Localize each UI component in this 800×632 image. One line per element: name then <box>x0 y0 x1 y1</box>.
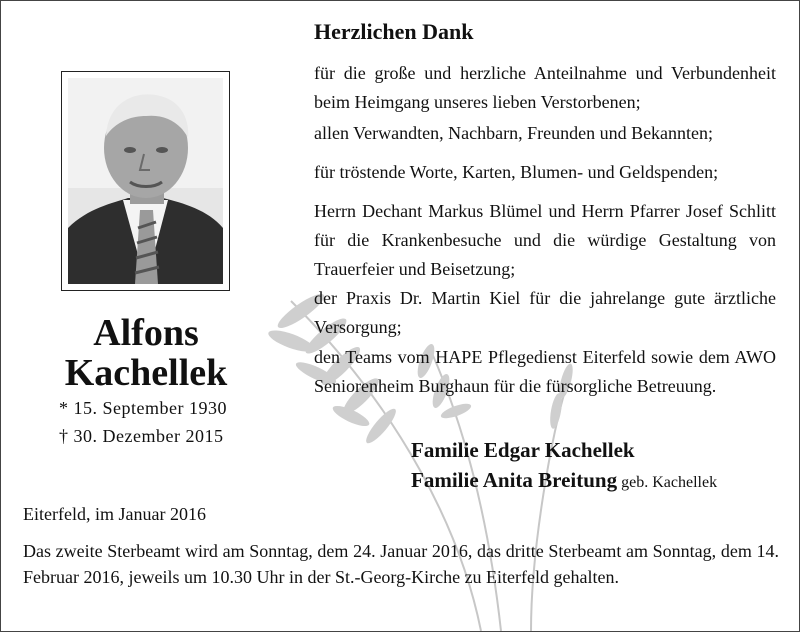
family-birthname-2: geb. Kachellek <box>621 474 718 491</box>
family-signature-1: Familie Edgar Kachellek <box>411 438 635 462</box>
last-name: Kachellek <box>64 352 228 394</box>
death-date: † 30. Dezember 2015 <box>59 426 224 446</box>
service-announcement: Das zweite Sterbeamt wird am Sonntag, dem 24. Januar 2016, das dritte Sterbeamt am Sonntag, dem 14. Februar 2016, jeweils um 10.30 Uhr in der St.-Georg-Kirche zu Eiterfeld gehalten. <box>23 541 779 587</box>
thanks-paragraph-4: Herrn Dechant Markus Blümel und Herrn Pfarrer Josef Schlitt für die Krankenbesuche und die würdige Gestaltung von Trauerfeier und Beisetzung; <box>314 201 776 279</box>
thanks-paragraph-5: der Praxis Dr. Martin Kiel für die jahrelange gute ärztliche Versorgung; <box>314 288 776 337</box>
place-date: Eiterfeld, im Januar 2016 <box>23 504 206 524</box>
birth-date: * 15. September 1930 <box>59 398 227 418</box>
heading: Herzlichen Dank <box>314 19 474 44</box>
first-name: Alfons <box>93 312 199 354</box>
thanks-paragraph-2: allen Verwandten, Nachbarn, Freunden und Bekannten; <box>314 123 714 143</box>
portrait-photo <box>68 78 223 284</box>
thanks-paragraph-3: für tröstende Worte, Karten, Blumen- und Geldspenden; <box>314 162 719 182</box>
family-name-2: Familie Anita Breitung <box>411 468 618 492</box>
portrait-frame <box>61 71 230 291</box>
thanks-paragraph-1: für die große und herzliche Anteilnahme und Verbundenheit beim Heimgang unseres lieben Verstorbenen; <box>314 63 776 112</box>
family-signature-2 <box>411 468 717 493</box>
thanks-paragraph-6: den Teams vom HAPE Pflegedienst Eiterfeld sowie dem AWO Seniorenheim Burghaun für die fürsorgliche Betreuung. <box>314 347 776 396</box>
